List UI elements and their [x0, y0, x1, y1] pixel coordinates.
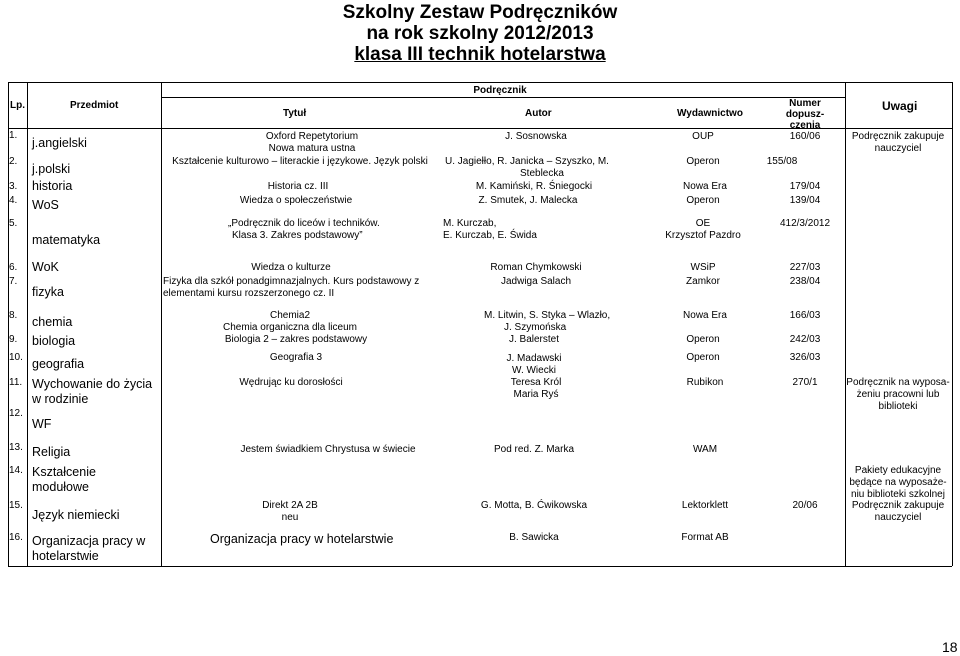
row-author: M. Kurczab, — [443, 218, 497, 229]
row-lp: 6. — [9, 262, 18, 273]
document-subtitle: na rok szkolny 2012/2013 — [366, 23, 594, 44]
row-number: 270/1 — [792, 377, 818, 388]
row-number: 242/03 — [789, 334, 821, 345]
row-subject: modułowe — [32, 480, 89, 494]
row-lp: 4. — [9, 195, 18, 206]
row-lp: 2. — [9, 156, 18, 167]
header-notes: Uwagi — [882, 99, 918, 113]
row-notes: nauczyciel — [874, 143, 922, 154]
row-author: E. Kurczab, E. Świda — [443, 230, 537, 241]
row-notes: żeniu pracowni lub — [856, 389, 940, 400]
row-notes: nauczyciel — [874, 512, 922, 523]
row-lp: 9. — [9, 334, 18, 345]
row-title: „Podręcznik do liceów i techników. — [228, 218, 380, 229]
row-subject: Religia — [32, 445, 71, 459]
row-subject: Język niemiecki — [32, 508, 120, 522]
row-subject: historia — [32, 179, 73, 193]
row-lp: 10. — [9, 352, 23, 363]
row-number: 326/03 — [789, 352, 821, 363]
row-number: 412/3/2012 — [779, 218, 831, 229]
header-subject: Przedmiot — [70, 100, 119, 111]
header-publisher: Wydawnictwo — [677, 108, 743, 119]
row-title: neu — [281, 512, 299, 523]
header-textbook: Podręcznik — [473, 85, 527, 96]
row-lp: 5. — [9, 218, 18, 229]
row-publisher: Operon — [686, 352, 720, 363]
row-publisher: Nowa Era — [683, 181, 727, 192]
row-lp: 7. — [9, 276, 18, 287]
row-lp: 1. — [9, 130, 18, 141]
row-title: Chemia organiczna dla liceum — [223, 322, 357, 333]
row-author: B. Sawicka — [509, 532, 559, 543]
row-title: elementami kursu rozszerzonego cz. II — [163, 288, 335, 299]
header-number: czenia — [789, 120, 821, 131]
row-title: Oxford Repetytorium — [265, 131, 359, 142]
row-publisher: Operon — [686, 156, 720, 167]
row-publisher: WSiP — [690, 262, 716, 273]
row-author: M. Kamiński, R. Śniegocki — [475, 181, 593, 192]
table-border-top — [8, 82, 952, 83]
page-number: 18 — [942, 639, 958, 655]
row-notes: Podręcznik zakupuje — [851, 500, 945, 511]
row-title: Klasa 3. Zakres podstawowy” — [232, 230, 363, 241]
row-title: Direkt 2A 2B — [262, 500, 318, 511]
row-subject: WoK — [32, 260, 59, 274]
row-title: Historia cz. III — [267, 181, 329, 192]
row-lp: 12. — [9, 408, 23, 419]
row-title: Organizacja pracy w hotelarstwie — [210, 532, 394, 546]
row-title: Chemia2 — [269, 310, 311, 321]
row-title: Jestem świadkiem Chrystusa w świecie — [240, 444, 416, 455]
row-lp: 11. — [9, 377, 23, 388]
row-number: 227/03 — [789, 262, 821, 273]
row-subject: Kształcenie — [32, 465, 96, 479]
row-author: G. Motta, B. Ćwikowska — [480, 500, 588, 511]
header-title: Tytuł — [283, 108, 307, 119]
col-line — [845, 82, 846, 566]
row-subject: hotelarstwie — [32, 549, 99, 563]
row-subject: biologia — [32, 334, 76, 348]
row-lp: 8. — [9, 310, 18, 321]
header-lp: Lp. — [10, 100, 25, 111]
row-author: Teresa Król — [510, 377, 562, 388]
row-lp: 13. — [9, 442, 23, 453]
subheader-line — [161, 97, 845, 98]
row-publisher: OE — [695, 218, 711, 229]
row-author: Maria Ryś — [513, 389, 559, 400]
row-title: Nowa matura ustna — [268, 143, 356, 154]
row-publisher: Lektorklett — [681, 500, 729, 511]
row-subject: j.polski — [32, 162, 71, 176]
document-class: klasa III technik hotelarstwa — [354, 44, 606, 65]
row-author: Pod red. Z. Marka — [493, 444, 575, 455]
row-author: Jadwiga Salach — [500, 276, 572, 287]
header-number: dopusz- — [785, 109, 825, 120]
row-publisher: Krzysztof Pazdro — [665, 230, 741, 241]
row-number: 160/06 — [789, 131, 821, 142]
row-title: Fizyka dla szkół ponadgimnazjalnych. Kurs podstawowy z — [163, 276, 420, 287]
row-number: 238/04 — [789, 276, 821, 287]
row-publisher: WAM — [692, 444, 718, 455]
row-author: J. Sosnowska — [505, 131, 567, 142]
col-line — [8, 82, 9, 566]
row-subject: WF — [32, 417, 52, 431]
row-title: Kształcenie kulturowo – literackie i językowe. Język polski — [172, 156, 428, 167]
row-author: J. Madawski — [506, 353, 562, 364]
row-notes: biblioteki — [878, 401, 918, 412]
col-line — [952, 82, 953, 566]
row-number: 139/04 — [789, 195, 821, 206]
row-notes: Podręcznik zakupuje — [851, 131, 945, 142]
row-title: Geografia 3 — [269, 352, 323, 363]
row-author: J. Szymońska — [504, 322, 567, 333]
row-author: Z. Smutek, J. Malecka — [478, 195, 578, 206]
row-lp: 16. — [9, 532, 23, 543]
row-subject: chemia — [32, 315, 73, 329]
row-number: 179/04 — [789, 181, 821, 192]
row-subject: geografia — [32, 357, 85, 371]
row-notes: Podręcznik na wyposa- — [846, 377, 950, 388]
row-publisher: Nowa Era — [683, 310, 727, 321]
row-publisher: Operon — [686, 195, 720, 206]
row-publisher: Format AB — [681, 532, 729, 543]
row-subject: Wychowanie do życia — [32, 377, 153, 391]
row-number: 155/08 — [766, 156, 798, 167]
row-publisher: Rubikon — [686, 377, 724, 388]
row-subject: j.angielski — [32, 136, 87, 150]
row-title: Biologia 2 – zakres podstawowy — [224, 334, 368, 345]
row-subject: Organizacja pracy w — [32, 534, 146, 548]
row-lp: 14. — [9, 465, 23, 476]
row-author: Roman Chymkowski — [490, 262, 582, 273]
row-subject: w rodzinie — [32, 392, 89, 406]
row-number: 166/03 — [789, 310, 821, 321]
row-author: M. Litwin, S. Styka – Wlazło, — [484, 310, 611, 321]
row-subject: fizyka — [32, 285, 64, 299]
row-lp: 15. — [9, 500, 23, 511]
row-author: U. Jagiełło, R. Janicka – Szyszko, M. — [445, 156, 609, 167]
row-publisher: OUP — [692, 131, 714, 142]
document-title: Szkolny Zestaw Podręczników — [342, 2, 618, 23]
row-publisher: Operon — [686, 334, 720, 345]
row-subject: matematyka — [32, 233, 101, 247]
header-author: Autor — [525, 108, 552, 119]
row-title: Wiedza o społeczeństwie — [239, 195, 353, 206]
header-number: Numer — [789, 98, 821, 109]
row-number: 20/06 — [792, 500, 818, 511]
row-title: Wiedza o kulturze — [251, 262, 331, 273]
table-border-bottom — [8, 566, 952, 567]
row-author: Steblecka — [520, 168, 564, 179]
col-line — [161, 82, 162, 566]
row-lp: 3. — [9, 181, 18, 192]
row-notes: będące na wyposaże- — [849, 477, 947, 488]
row-title: Wędrując ku dorosłości — [239, 377, 343, 388]
row-notes: Pakiety edukacyjne — [854, 465, 942, 476]
row-publisher: Zamkor — [686, 276, 720, 287]
row-notes: niu biblioteki szkolnej — [851, 489, 945, 500]
row-author: J. Balerstet — [508, 334, 560, 345]
row-subject: WoS — [32, 198, 59, 212]
col-line — [27, 82, 28, 566]
row-author: W. Wiecki — [512, 365, 556, 376]
